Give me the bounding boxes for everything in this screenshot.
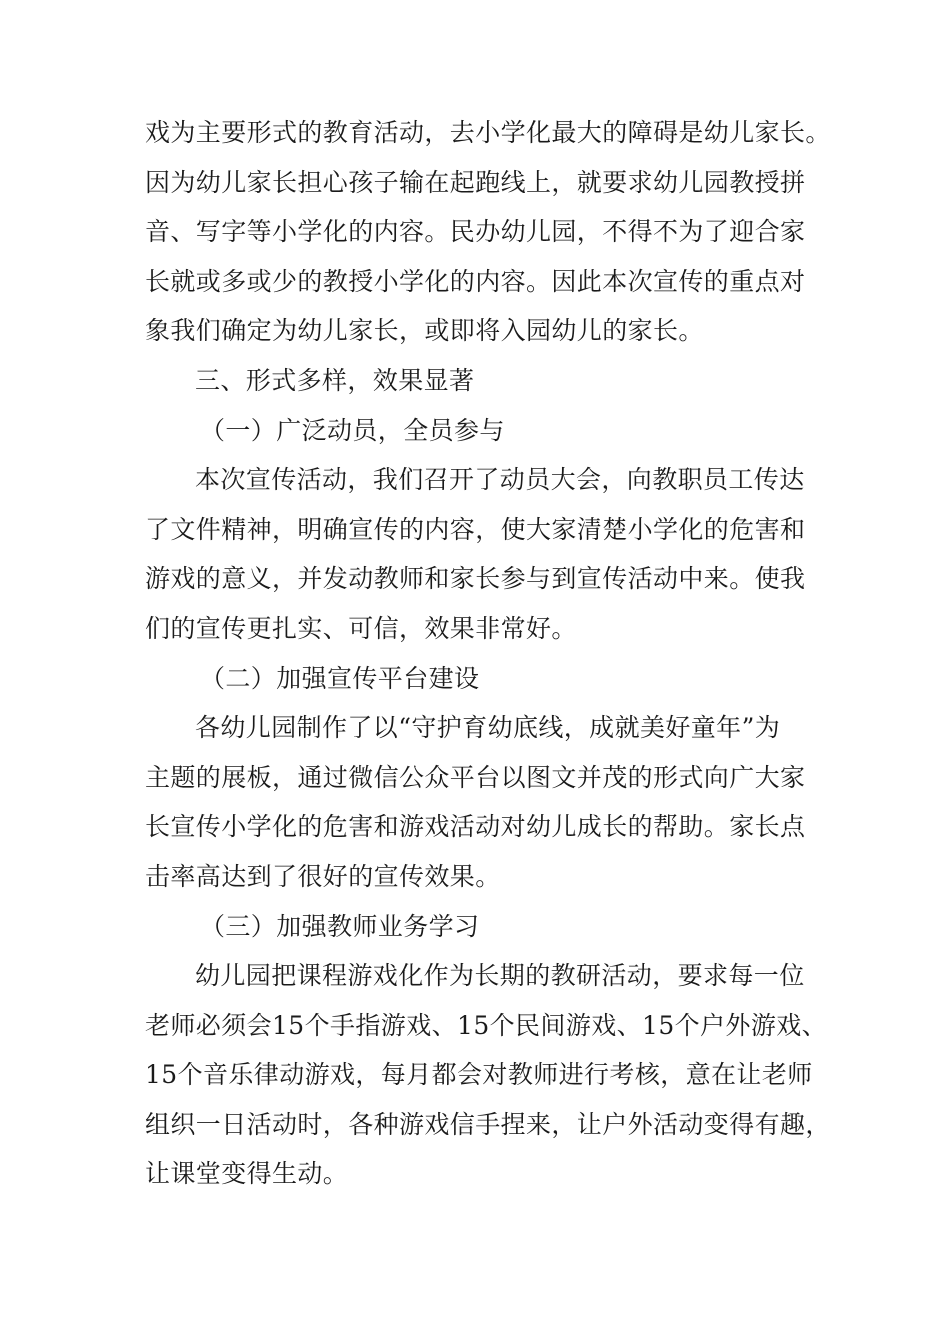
paragraph-line: 组织一日活动时，各种游戏信手捏来，让户外活动变得有趣，	[145, 1109, 831, 1139]
paragraph-line: 让课堂变得生动。	[145, 1159, 349, 1189]
paragraph-line: 本次宣传活动，我们召开了动员大会，向教职员工传达	[195, 465, 805, 495]
paragraph-line: 音、写字等小学化的内容。民办幼儿园，不得不为了迎合家	[145, 217, 806, 247]
paragraph-line: 游戏的意义，并发动教师和家长参与到宣传活动中来。使我	[145, 564, 806, 594]
paragraph-line: 幼儿园把课程游戏化作为长期的教研活动，要求每一位	[195, 961, 805, 991]
paragraph-line: 们的宣传更扎实、可信，效果非常好。	[145, 613, 577, 643]
paragraph-line: 象我们确定为幼儿家长，或即将入园幼儿的家长。	[145, 316, 704, 346]
subsection-heading: （二）加强宣传平台建设	[200, 663, 480, 693]
document-body	[145, 108, 845, 1199]
paragraph-line: 击率高达到了很好的宣传效果。	[145, 861, 501, 891]
paragraph-line: 因为幼儿家长担心孩子输在起跑线上，就要求幼儿园教授拼	[145, 167, 806, 197]
paragraph-line: 老师必须会15个手指游戏、15个民间游戏、15个户外游戏、	[145, 1010, 828, 1040]
paragraph-line: 戏为主要形式的教育活动，去小学化最大的障碍是幼儿家长。	[145, 118, 831, 147]
subsection-heading: （三）加强教师业务学习	[200, 911, 480, 941]
section-heading: 三、形式多样，效果显著	[195, 365, 475, 395]
paragraph-line: 各幼儿园制作了以“守护育幼底线，成就美好童年”为	[195, 713, 781, 743]
paragraph-line: 15个音乐律动游戏，每月都会对教师进行考核，意在让老师	[145, 1060, 813, 1090]
paragraph-line: 长就或多或少的教授小学化的内容。因此本次宣传的重点对	[145, 266, 806, 296]
paragraph-line: 了文件精神，明确宣传的内容，使大家清楚小学化的危害和	[145, 514, 806, 544]
subsection-heading: （一）广泛动员，全员参与	[200, 415, 505, 445]
paragraph-line: 主题的展板，通过微信公众平台以图文并茂的形式向广大家	[145, 762, 806, 792]
paragraph-line: 长宣传小学化的危害和游戏活动对幼儿成长的帮助。家长点	[145, 812, 806, 842]
